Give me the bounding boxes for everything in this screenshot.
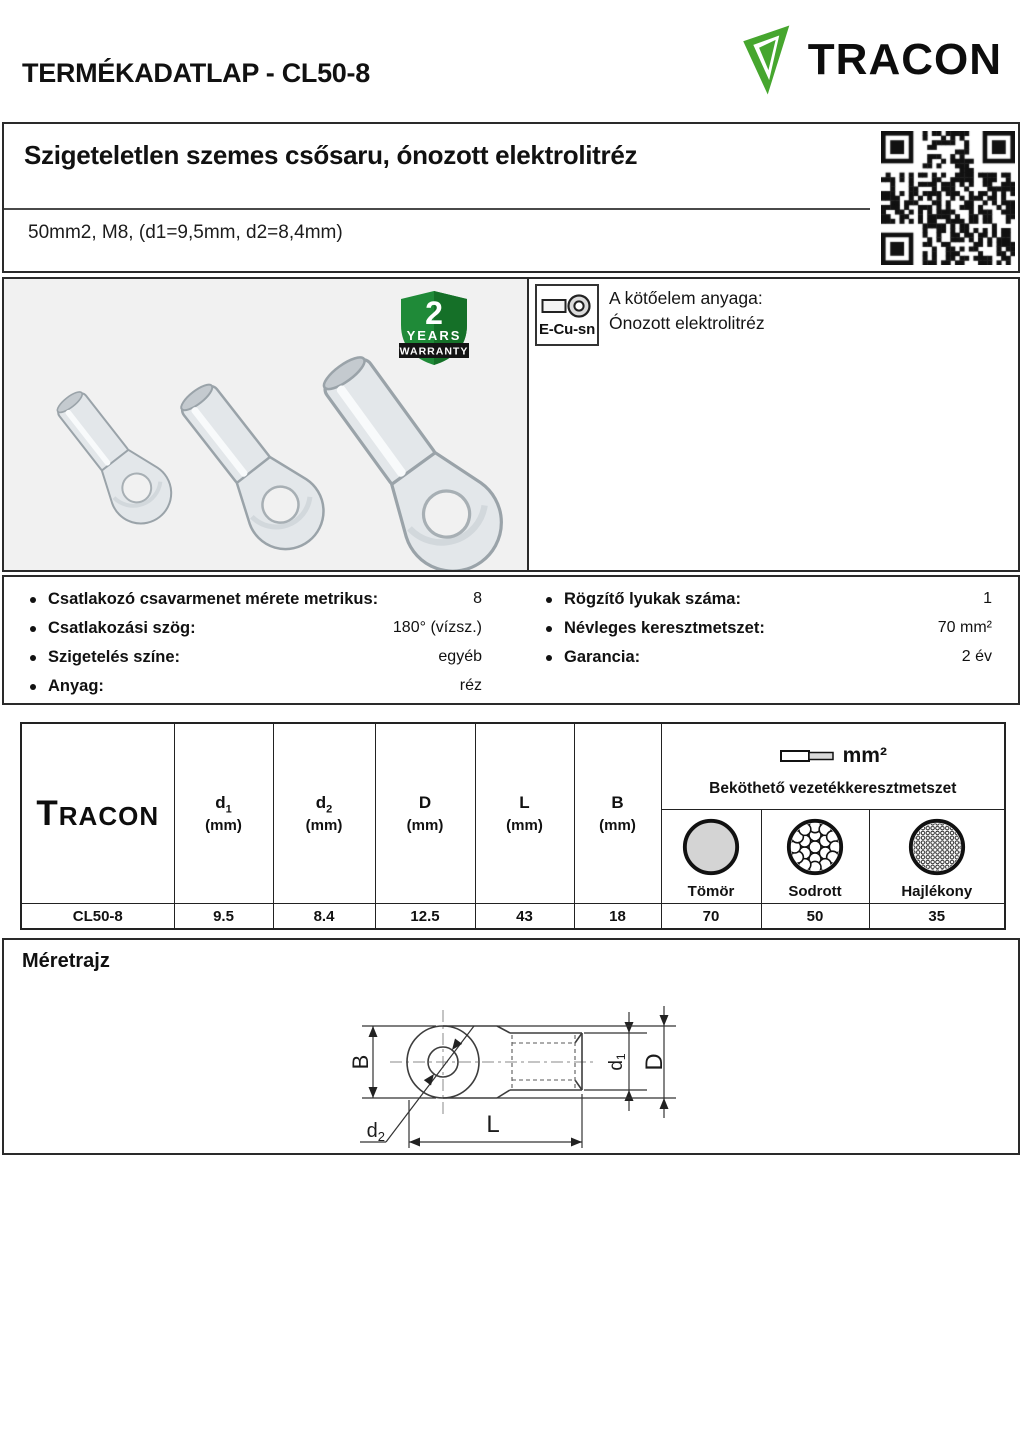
table-header-d1: $d_1$ (mm) xyxy=(174,723,273,904)
table-group-header xyxy=(661,723,1005,810)
wire-type-flexible-cell xyxy=(869,810,1005,904)
wire-flexible-icon xyxy=(906,816,968,878)
spec-row xyxy=(546,619,992,648)
value-D: 12.5 xyxy=(375,904,475,930)
spec-row xyxy=(30,648,482,677)
wire-type-label: Tömör xyxy=(687,883,735,900)
specs-right-column xyxy=(546,590,992,677)
tracon-logo xyxy=(736,24,1002,96)
bullet-icon xyxy=(30,684,36,690)
spec-label: Csatlakozási szög: xyxy=(48,619,196,637)
wire-solid-icon xyxy=(680,816,742,878)
spec-label: Szigetelés színe: xyxy=(48,648,181,666)
value-L: 43 xyxy=(475,904,574,930)
spec-value: 1 xyxy=(983,590,992,607)
spec-value: réz xyxy=(459,677,482,694)
ring-terminal-icon xyxy=(541,293,593,319)
spec-label: Csatlakozó csavarmenet mérete metrikus: xyxy=(48,590,379,608)
bullet-icon xyxy=(30,597,36,603)
spec-value: 2 év xyxy=(961,648,992,665)
wire-type-solid-cell xyxy=(661,810,761,904)
title-block xyxy=(2,122,1020,273)
ferrule-icon xyxy=(779,747,837,765)
svg-text:D: D xyxy=(641,1053,668,1071)
table-header-D: D (mm) xyxy=(375,723,475,904)
drawing-section-title: Méretrajz xyxy=(22,950,110,972)
group-unit-label: mm² xyxy=(842,743,887,767)
spec-row xyxy=(546,590,992,619)
bullet-icon xyxy=(546,626,552,632)
table-brand-cell xyxy=(21,723,174,904)
wire-type-label: Sodrott xyxy=(788,883,842,900)
spec-row xyxy=(30,590,482,619)
spec-value: 70 mm² xyxy=(937,619,992,636)
svg-text:B: B xyxy=(348,1054,373,1070)
value-solid: 70 xyxy=(661,904,761,930)
tracon-arrow-icon xyxy=(736,24,798,96)
material-symbol-box xyxy=(535,284,599,346)
qr-code xyxy=(881,131,1015,265)
dimension-drawing xyxy=(4,940,1018,1153)
spec-label: Anyag: xyxy=(48,677,104,695)
warranty-number: 2 xyxy=(425,295,443,331)
value-d1: 9.5 xyxy=(174,904,273,930)
material-caption-line2: Ónozott elektrolitréz xyxy=(609,312,765,333)
table-header-B: B (mm) xyxy=(574,723,661,904)
header xyxy=(0,0,1024,120)
group-title: Beköthető vezetékkeresztmetszet xyxy=(709,779,957,797)
value-B: 18 xyxy=(574,904,661,930)
spec-label: Garancia: xyxy=(564,648,641,666)
specs-left-column xyxy=(30,590,482,706)
warranty-years: YEARS xyxy=(406,328,462,343)
wire-stranded-icon xyxy=(784,816,846,878)
table-value-row xyxy=(21,904,1005,930)
drawing-block xyxy=(2,938,1020,1155)
spec-value: 8 xyxy=(473,590,482,607)
spec-value: 180° (vízsz.) xyxy=(392,619,482,636)
svg-text:d2: $d_2$ xyxy=(366,1120,385,1144)
product-title: Szigeteletlen szemes csősaru, ónozott elektrolitréz xyxy=(24,140,638,170)
spec-label: Rögzítő lyukak száma: xyxy=(564,590,741,608)
material-symbol-label: E-Cu-sn xyxy=(538,320,596,338)
value-d2: 8.4 xyxy=(273,904,375,930)
warranty-badge xyxy=(398,289,470,367)
specs-block xyxy=(2,575,1020,705)
spec-row xyxy=(30,619,482,648)
product-photo-cell xyxy=(4,279,529,570)
table-header-d2: $d_2$ (mm) xyxy=(273,723,375,904)
product-subtitle: 50mm2, M8, (d1=9,5mm, d2=8,4mm) xyxy=(28,222,343,243)
model-cell: CL50-8 xyxy=(21,904,174,930)
product-image-block xyxy=(2,277,1020,572)
bullet-icon xyxy=(546,655,552,661)
material-caption-line1: A kötőelem anyaga: xyxy=(609,288,763,308)
spec-label: Névleges keresztmetszet: xyxy=(564,619,765,637)
bullet-icon xyxy=(30,655,36,661)
spec-value: egyéb xyxy=(438,648,482,665)
value-stranded: 50 xyxy=(761,904,869,930)
material-info-cell xyxy=(529,279,1018,570)
divider xyxy=(4,208,870,210)
document-title: TERMÉKADATLAP - CL50-8 xyxy=(22,58,370,88)
warranty-text: WARRANTY xyxy=(399,345,469,358)
svg-text:d1: d1 xyxy=(606,1053,628,1071)
bullet-icon xyxy=(30,626,36,632)
svg-text:L: L xyxy=(486,1111,500,1138)
table-header-L: L (mm) xyxy=(475,723,574,904)
dimension-table xyxy=(20,722,1006,930)
spec-row xyxy=(30,677,482,706)
material-caption xyxy=(609,286,765,335)
wire-type-stranded-cell xyxy=(761,810,869,904)
wire-type-label: Hajlékony xyxy=(901,883,973,900)
table-brand-logo: TRACON xyxy=(36,793,160,833)
tracon-logo-text: TRACON xyxy=(807,35,1002,84)
value-flexible: 35 xyxy=(869,904,1005,930)
spec-row xyxy=(546,648,992,677)
bullet-icon xyxy=(546,597,552,603)
